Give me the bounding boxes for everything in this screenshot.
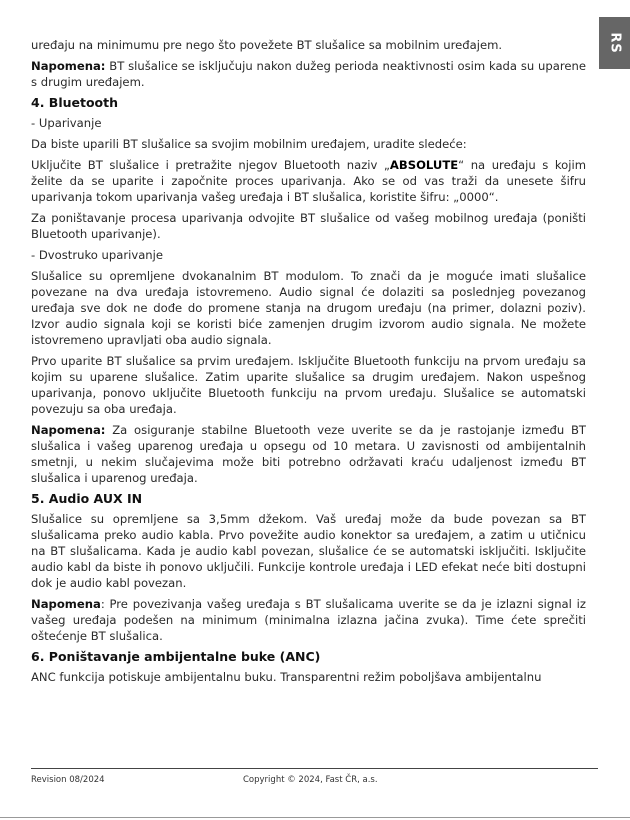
revision-text: Revision 08/2024 xyxy=(31,775,105,785)
copyright-text: Copyright © 2024, Fast ČR, a.s. xyxy=(243,775,378,785)
text-segment: “ na uređaju s kojim želite da se uparite i započnite proces uparivanja. Ako se od vas traži da unesete šifru uparivanja tokom uparivanja vašeg uređaja i BT slušalica, koristite šifru: „0000“. xyxy=(31,158,586,204)
paragraph: Slušalice su opremljene dvokanalnim BT modulom. To znači da je moguće imati slušalice povezane na dva uređaja istovremeno. Audio signal će dolaziti sa poslednjeg povezanog uređaja sve dok ne dođe do promene stanja na drugom uređaju (na primer, dolazni poziv). Izvor audio signala koji se koristi biće zamenjen drugim izvorom audio signala. Ne možete istovremeno upravljati oba audio signala. xyxy=(31,269,586,347)
text-segment: Uključite BT slušalice i pretražite njegov Bluetooth naziv „ xyxy=(31,158,390,172)
page-bottom-divider xyxy=(0,817,630,818)
subheading-pairing: - Uparivanje xyxy=(31,116,102,130)
language-tab-label: RS xyxy=(607,32,622,54)
paragraph: ANC funkcija potiskuje ambijentalnu buku. Transparentni režim poboljšava ambijentalnu xyxy=(31,670,542,684)
footer-divider xyxy=(31,768,598,769)
paragraph: Prvo uparite BT slušalice sa prvim uređajem. Isključite Bluetooth funkciju na prvom uređaju sa kojim su uparene slušalice. Zatim uparite slušalice sa drugim uređajem. Nakon uspešnog uparivanja, ponovo uključite Bluetooth funkciju na prvom uređaju. Slušalice se automatski povezuju sa oba uređaja. xyxy=(31,354,586,416)
paragraph: Za poništavanje procesa uparivanja odvojite BT slušalice od vašeg mobilnog uređaja (poništi Bluetooth uparivanje). xyxy=(31,211,586,241)
section-heading-anc: 6. Poništavanje ambijentalne buke (ANC) xyxy=(31,649,321,664)
paragraph xyxy=(31,157,586,205)
note-text: Za osiguranje stabilne Bluetooth veze uverite se da je rastojanje između BT slušalica i vašeg uparenog uređaja u opsegu od 10 metara. U zavisnosti od ambijentalnih smetnji, u nekim slučajevima može biti potrebno održavati kraću udaljenost između BT slušalica i uparenog uređaja. xyxy=(31,423,586,485)
section-heading-bluetooth: 4. Bluetooth xyxy=(31,95,119,110)
subheading-dual-pairing: - Dvostruko uparivanje xyxy=(31,248,163,262)
document-body xyxy=(31,37,586,690)
note-label: Napomena xyxy=(31,597,101,611)
note-label: Napomena: xyxy=(31,59,106,73)
note-text: BT slušalice se isključuju nakon dužeg perioda neaktivnosti osim kada su uparene s drugim uređajem. xyxy=(31,59,586,89)
note xyxy=(31,596,586,644)
note xyxy=(31,58,586,90)
paragraph: Slušalice su opremljene sa 3,5mm džekom. Vaš uređaj može da bude povezan sa BT slušalicama preko audio kabla. Prvo povežite audio konektor sa uređajem, a zatim u utičnicu na BT slušalicama. Kada je audio kabl povezan, slušalice će se automatski isključiti. Isključite audio kabl da biste ih ponovo uključili. Funkcije kontrole uređaja i LED efekat neće biti dostupni dok je audio kabl povezan. xyxy=(31,512,586,590)
device-name: ABSOLUTE xyxy=(389,158,459,172)
section-heading-aux: 5. Audio AUX IN xyxy=(31,491,143,506)
paragraph: Da biste uparili BT slušalice sa svojim mobilnim uređajem, uradite sledeće: xyxy=(31,137,467,151)
note xyxy=(31,422,586,486)
note-label: Napomena: xyxy=(31,423,106,437)
paragraph: uređaju na minimumu pre nego što povežete BT slušalice sa mobilnim uređajem. xyxy=(31,38,503,52)
language-tab xyxy=(599,17,630,69)
note-text: : Pre povezivanja vašeg uređaja s BT slušalicama uverite se da je izlazni signal iz vašeg uređaja podešen na minimum (minimalna izlazna jačina zvuka). Time ćete sprečiti oštećenje BT slušalica. xyxy=(31,597,586,643)
